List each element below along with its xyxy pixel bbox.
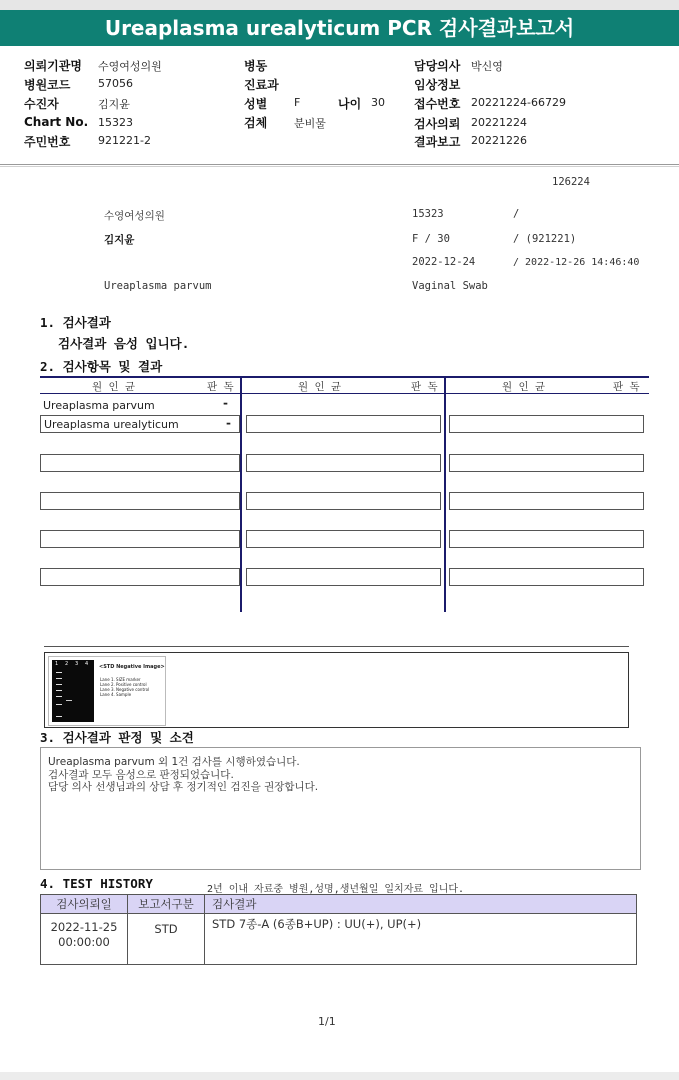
lane-number: 1 xyxy=(55,661,59,667)
marker-band xyxy=(56,678,62,679)
history-date: 2022-11-25 xyxy=(50,920,118,934)
history-note: 2년 이내 자료중 병원,성명,생년월일 일치자료 입니다. xyxy=(207,884,465,895)
result-cell-empty xyxy=(449,568,644,586)
organism-result: - xyxy=(223,396,228,410)
lane-number: 4 xyxy=(85,661,89,667)
result-cell-empty xyxy=(40,492,240,510)
summary-patient: 김지윤 xyxy=(104,234,135,246)
section1-result-text: 검사결과 음성 입니다. xyxy=(58,336,190,351)
col-result-header-3: 판 독 xyxy=(613,381,640,393)
header-divider xyxy=(0,164,679,165)
result-cell-empty xyxy=(449,454,644,472)
chart-no-label: Chart No. xyxy=(24,115,89,129)
marker-band xyxy=(56,716,62,717)
result-cell-empty xyxy=(246,415,441,433)
report-date-label: 결과보고 xyxy=(414,135,461,149)
result-row xyxy=(40,415,240,433)
organism-name: Ureaplasma parvum xyxy=(43,399,155,412)
summary-specimen: Vaginal Swab xyxy=(412,280,488,292)
result-cell-empty xyxy=(449,415,644,433)
gel-image-thumbnail xyxy=(48,656,166,726)
patient-value: 김지윤 xyxy=(98,98,130,111)
section2-heading: 2. 검사항목 및 결과 xyxy=(40,359,163,374)
receipt-no-value: 20221224-66729 xyxy=(471,96,566,109)
age-label: 나이 xyxy=(338,97,362,111)
summary-birth: / (921221) xyxy=(513,233,577,245)
header-divider-shadow xyxy=(0,166,679,167)
result-cell-empty xyxy=(449,492,644,510)
gel-image-box xyxy=(44,652,629,728)
report-title: Ureaplasma urealyticum PCR 검사결과보고서 xyxy=(0,10,679,46)
result-cell-empty xyxy=(40,454,240,472)
resident-no-label: 주민번호 xyxy=(24,135,71,149)
specimen-label: 검체 xyxy=(244,116,268,130)
lane-number: 2 xyxy=(65,661,69,667)
page-number: 1/1 xyxy=(318,1015,336,1028)
summary-sex-age: F / 30 xyxy=(412,233,450,245)
report-date-value: 20221226 xyxy=(471,134,527,147)
specimen-value: 분비물 xyxy=(294,117,326,130)
hospital-name-label: 의뢰기관명 xyxy=(24,59,82,73)
findings-box xyxy=(40,747,641,870)
result-cell-empty xyxy=(40,568,240,586)
history-header-row xyxy=(41,895,637,914)
history-type: STD xyxy=(128,914,205,965)
col-organism-header-3: 원 인 균 xyxy=(502,381,546,393)
summary-report-datetime: / 2022-12-26 14:46:40 xyxy=(513,257,640,268)
gel-legend-line: Lane 3. Negative control xyxy=(100,687,150,692)
chart-no-value: 15323 xyxy=(98,116,133,129)
gel-image-title: <STD Negative Image> xyxy=(99,664,165,670)
hospital-code-value: 57056 xyxy=(98,77,133,90)
doctor-value: 박신영 xyxy=(471,60,503,73)
history-date-cell xyxy=(41,914,128,965)
marker-band xyxy=(56,672,62,673)
organism-name: Ureaplasma urealyticum xyxy=(44,418,179,431)
col-result-header-2: 판 독 xyxy=(411,381,438,393)
receipt-no-label: 접수번호 xyxy=(414,97,461,111)
grid-column-divider-1 xyxy=(240,376,242,612)
clinical-info-label: 임상정보 xyxy=(414,78,461,92)
col-result-header-1: 판 독 xyxy=(207,381,234,393)
department-label: 진료과 xyxy=(244,78,279,92)
marker-band xyxy=(56,704,62,705)
col-organism-header-2: 원 인 균 xyxy=(298,381,342,393)
result-row xyxy=(40,396,240,414)
lane-number: 3 xyxy=(75,661,79,667)
result-cell-empty xyxy=(246,492,441,510)
findings-line: Ureaplasma parvum 외 1건 검사를 시행하였습니다. xyxy=(48,756,300,768)
gel-legend-line: Lane 2. Positive control xyxy=(100,682,147,687)
resident-no-value: 921221-2 xyxy=(98,134,151,147)
result-cell-empty xyxy=(40,530,240,548)
summary-chart: 15323 xyxy=(412,208,444,220)
request-date-value: 20221224 xyxy=(471,116,527,129)
gel-legend-line: Lane 4. Sample xyxy=(100,692,132,697)
gel-photo xyxy=(52,660,94,722)
history-result: STD 7종-A (6종B+UP) : UU(+), UP(+) xyxy=(205,914,637,965)
patient-label: 수진자 xyxy=(24,97,59,111)
summary-received-date: 2022-12-24 xyxy=(412,256,476,268)
section3-heading: 3. 검사결과 판정 및 소견 xyxy=(40,730,194,745)
top-strip xyxy=(0,0,679,10)
age-value: 30 xyxy=(371,96,385,109)
result-cell-empty xyxy=(449,530,644,548)
marker-band xyxy=(56,696,62,697)
gel-legend-line: Lane 1. SIZE marker xyxy=(100,677,141,682)
history-table xyxy=(40,894,637,965)
findings-line: 검사결과 모두 음성으로 판정되었습니다. xyxy=(48,769,234,781)
result-cell-empty xyxy=(246,530,441,548)
summary-hospital: 수영여성의원 xyxy=(104,210,165,222)
findings-line: 담당 의사 선생님과의 상담 후 정기적인 검진을 권장합니다. xyxy=(48,781,319,793)
grid-column-divider-2 xyxy=(444,376,446,612)
positive-control-band xyxy=(66,700,72,701)
hospital-name-value: 수영여성의원 xyxy=(98,60,162,73)
bottom-strip xyxy=(0,1072,679,1080)
history-row xyxy=(41,914,637,965)
col-organism-header-1: 원 인 균 xyxy=(92,381,136,393)
summary-code: 126224 xyxy=(552,176,590,188)
hospital-code-label: 병원코드 xyxy=(24,78,71,92)
sex-label: 성별 xyxy=(244,97,268,111)
sex-value: F xyxy=(294,96,301,109)
history-time: 00:00:00 xyxy=(58,935,110,949)
history-col-result: 검사결과 xyxy=(205,895,637,914)
gel-legend xyxy=(100,677,149,697)
marker-band xyxy=(56,690,62,691)
result-cell-empty xyxy=(246,454,441,472)
result-cell-empty xyxy=(246,568,441,586)
history-col-date: 검사의뢰일 xyxy=(41,895,128,914)
marker-band xyxy=(56,684,62,685)
summary-slash: / xyxy=(513,208,520,220)
request-date-label: 검사의뢰 xyxy=(414,117,461,131)
image-top-rule xyxy=(44,646,629,647)
organism-result: - xyxy=(226,416,231,430)
ward-label: 병동 xyxy=(244,59,268,73)
doctor-label: 담당의사 xyxy=(414,59,461,73)
grid-top-rule xyxy=(40,376,649,378)
history-col-type: 보고서구분 xyxy=(128,895,205,914)
section4-heading: 4. TEST HISTORY xyxy=(40,876,153,891)
section1-heading: 1. 검사결과 xyxy=(40,315,111,330)
summary-target: Ureaplasma parvum xyxy=(104,280,212,292)
